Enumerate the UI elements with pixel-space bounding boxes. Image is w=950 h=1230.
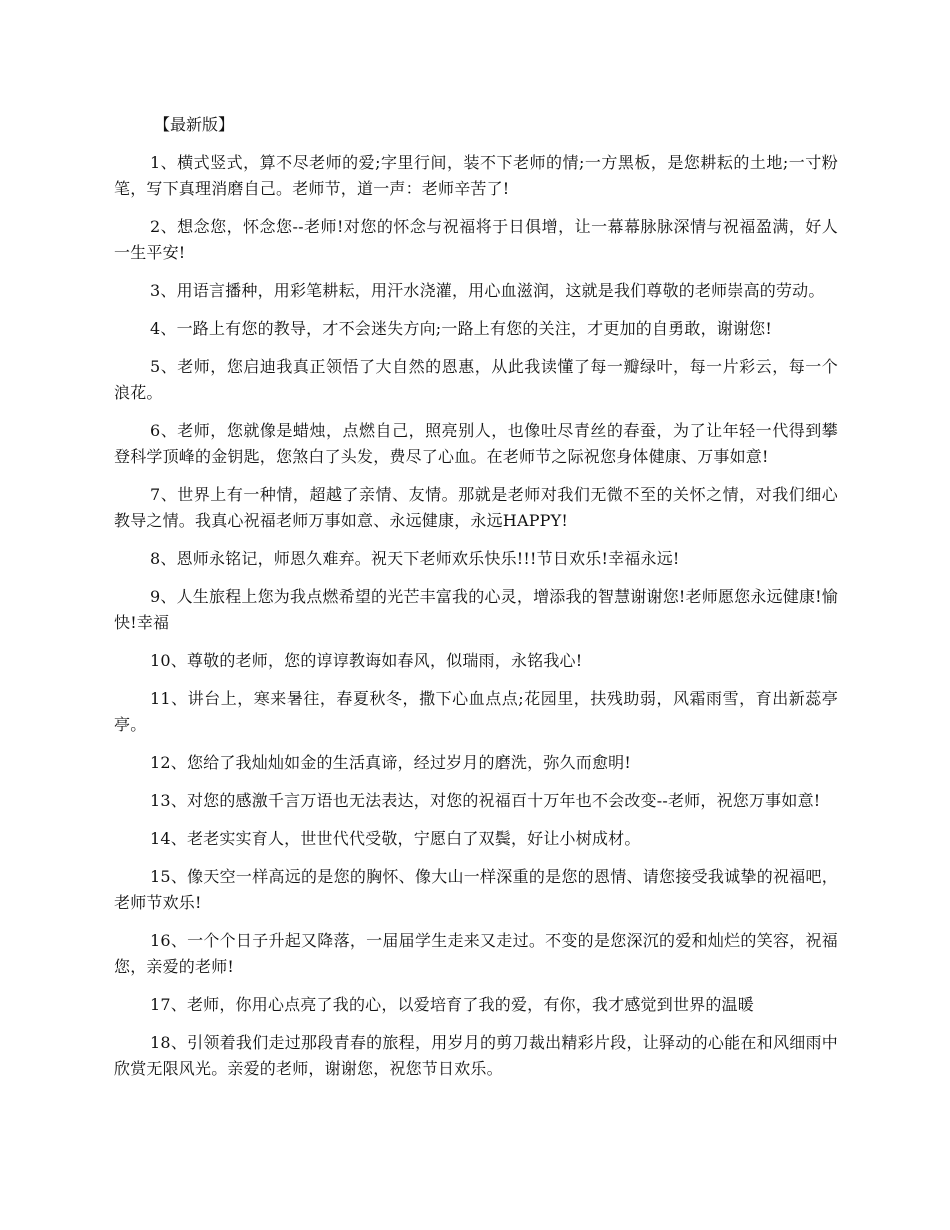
paragraph-11: 11、讲台上，寒来暑往，春夏秋冬，撒下心血点点;花园里，扶残助弱，风霜雨雪，育出新蕊亭亭。	[114, 689, 838, 734]
paragraph-1: 1、横式竖式，算不尽老师的爱;字里行间，装不下老师的情;一方黑板，是您耕耘的土地;一寸粉笔，写下真理消磨自己。老师节，道一声：老师辛苦了!	[114, 153, 838, 198]
document-heading: 【最新版】	[154, 115, 235, 134]
paragraph-7: 7、世界上有一种情，超越了亲情、友情。那就是老师对我们无微不至的关怀之情，对我们细心教导之情。我真心祝福老师万事如意、永远健康，永远HAPPY!	[114, 485, 838, 530]
paragraph-4: 4、一路上有您的教导，才不会迷失方向;一路上有您的关注，才更加的自勇敢，谢谢您!	[150, 319, 773, 338]
paragraph-14: 14、老老实实育人，世世代代受敬，宁愿白了双鬓，好让小树成材。	[150, 829, 641, 848]
paragraph-10: 10、尊敬的老师，您的谆谆教诲如春风，似瑞雨，永铭我心!	[150, 651, 583, 670]
paragraph-13: 13、对您的感激千言万语也无法表达，对您的祝福百十万年也不会改变--老师，祝您万事如意!	[150, 791, 821, 810]
paragraph-18: 18、引领着我们走过那段青春的旅程，用岁月的剪刀裁出精彩片段，让驿动的心能在和风细雨中欣赏无限风光。亲爱的老师，谢谢您，祝您节日欢乐。	[114, 1033, 838, 1078]
paragraph-2: 2、想念您，怀念您--老师!对您的怀念与祝福将于日俱增，让一幕幕脉脉深情与祝福盈满，好人一生平安!	[114, 217, 838, 262]
paragraph-6: 6、老师，您就像是蜡烛，点燃自己，照亮别人，也像吐尽青丝的春蚕，为了让年轻一代得到攀登科学顶峰的金钥匙，您煞白了头发，费尽了心血。在老师节之际祝您身体健康、万事如意!	[114, 421, 838, 466]
paragraph-16: 16、一个个日子升起又降落，一届届学生走来又走过。不变的是您深沉的爱和灿烂的笑容，祝福您，亲爱的老师!	[114, 931, 838, 976]
paragraph-3: 3、用语言播种，用彩笔耕耘，用汗水浇灌，用心血滋润，这就是我们尊敬的老师崇高的劳动。	[150, 281, 825, 300]
paragraph-8: 8、恩师永铭记，师恩久难弃。祝天下老师欢乐快乐!!!节日欢乐!幸福永远!	[150, 549, 680, 568]
document-page	[114, 112, 838, 1094]
paragraph-15: 15、像天空一样高远的是您的胸怀、像大山一样深重的是您的恩情、请您接受我诚挚的祝福吧，老师节欢乐!	[114, 867, 838, 912]
paragraph-5: 5、老师，您启迪我真正领悟了大自然的恩惠，从此我读懂了每一瓣绿叶，每一片彩云，每一个浪花。	[114, 357, 838, 402]
paragraph-9: 9、人生旅程上您为我点燃希望的光芒丰富我的心灵，增添我的智慧谢谢您!老师愿您永远健康!愉快!幸福	[114, 587, 838, 632]
paragraph-12: 12、您给了我灿灿如金的生活真谛，经过岁月的磨洗，弥久而愈明!	[150, 753, 631, 772]
paragraph-17: 17、老师，你用心点亮了我的心，以爱培育了我的爱，有你，我才感觉到世界的温暖	[150, 995, 754, 1014]
